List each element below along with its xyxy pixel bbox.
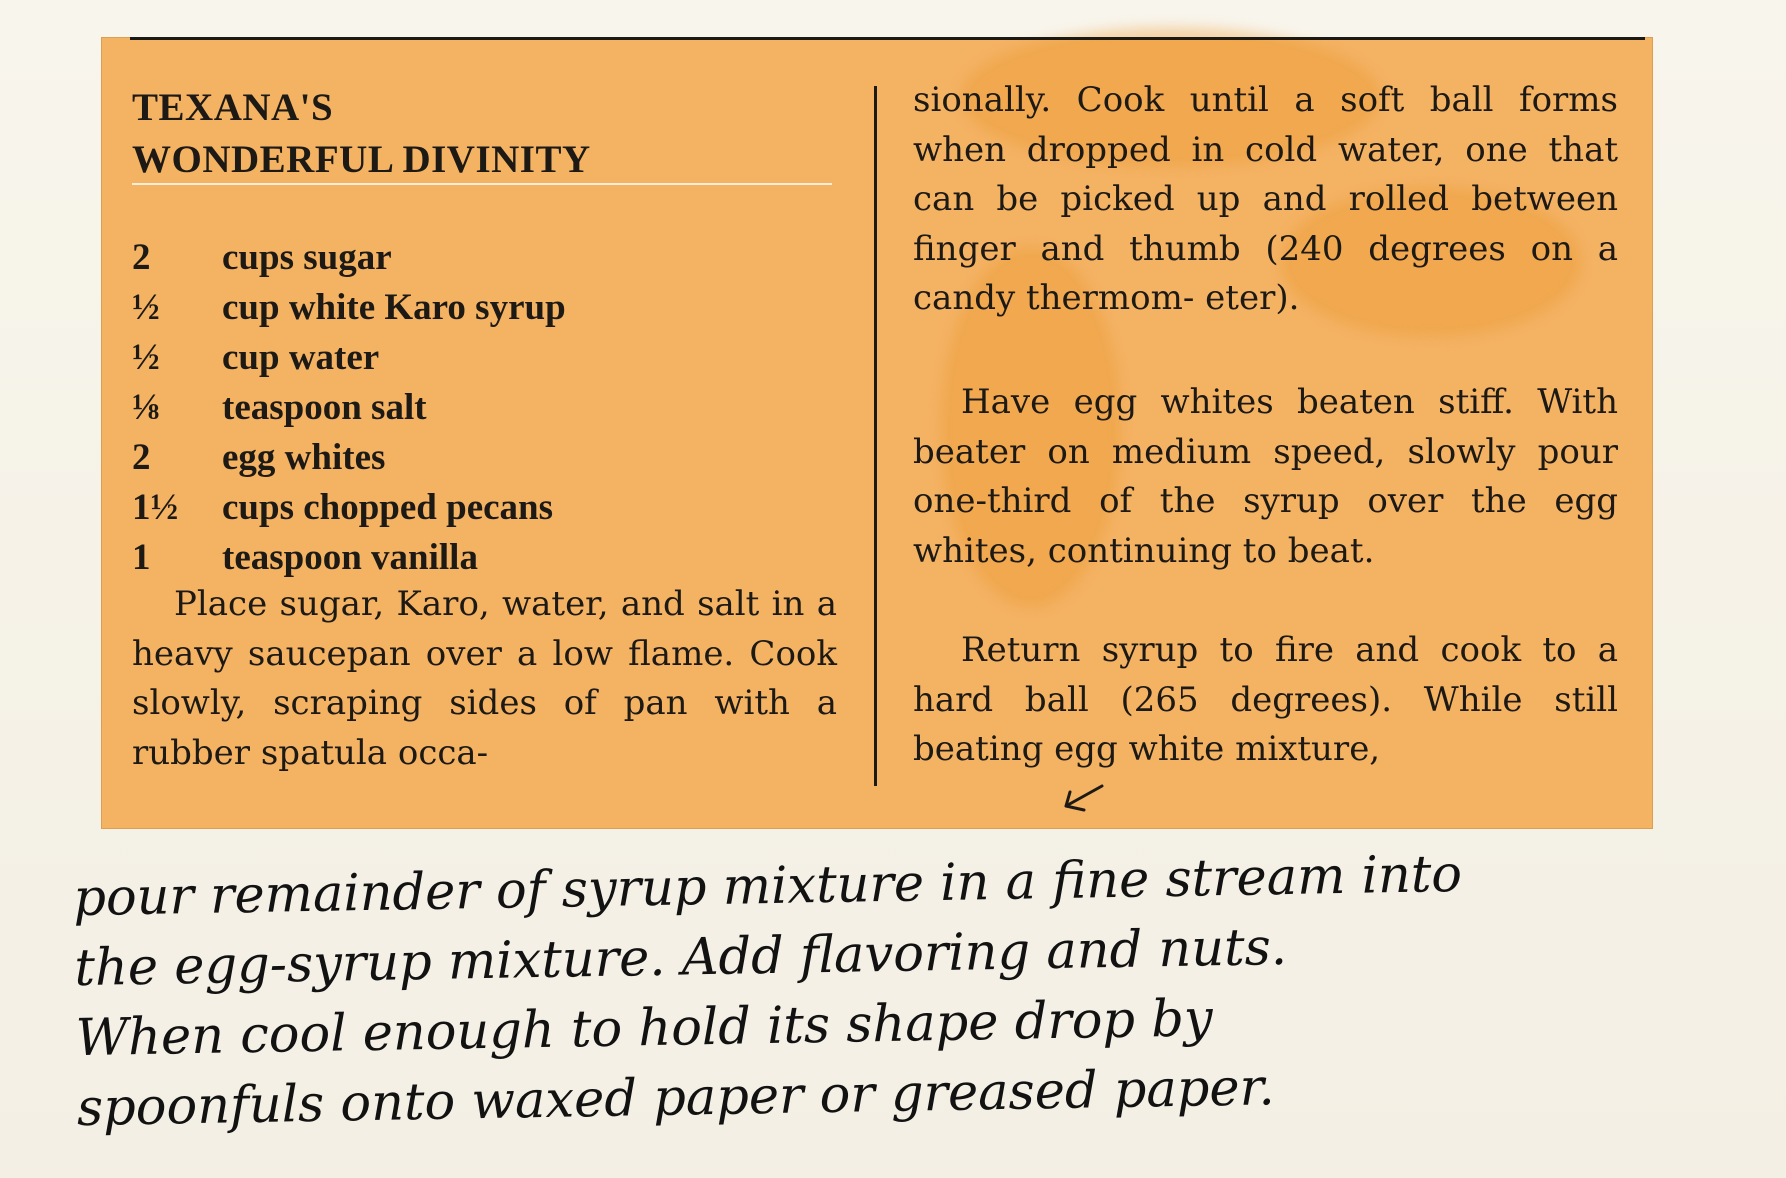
ingredient-qty: 2 [132, 437, 151, 478]
ingredient-row [132, 383, 852, 433]
ingredient-item: cups sugar [222, 237, 392, 278]
ingredient-qty: 2 [132, 237, 151, 278]
ingredient-qty: ½ [132, 287, 160, 328]
ingredient-item: cups chopped pecans [222, 487, 554, 528]
title-rule [132, 183, 832, 185]
recipe-title [132, 82, 852, 186]
ingredient-qty: ⅛ [132, 387, 160, 428]
ingredient-item: egg whites [222, 437, 386, 478]
ingredient-row [132, 333, 852, 383]
ingredient-item: cup white Karo syrup [222, 287, 566, 328]
hand-drawn-arrow-icon [1060, 782, 1106, 816]
ingredient-qty: 1½ [132, 487, 179, 528]
ingredient-row [132, 233, 852, 283]
ingredient-item: teaspoon salt [222, 387, 427, 428]
top-rule [130, 37, 1645, 40]
instructions-paragraph: Have egg whites beaten stiff. With beater on medium speed, slowly pour one-third of the syrup over the egg whites, continuing to beat. [913, 382, 1618, 571]
title-line: TEXANA'S [132, 86, 334, 129]
ingredient-row [132, 283, 852, 333]
ingredient-qty: 1 [132, 537, 151, 578]
handwritten-line: spoonfuls onto waxed paper or greased paper. [76, 1058, 1276, 1139]
title-line: WONDERFUL DIVINITY [132, 138, 591, 181]
ingredient-list [132, 233, 852, 583]
column-divider [874, 86, 877, 786]
ingredient-row [132, 433, 852, 483]
instructions-paragraph: sionally. Cook until a soft ball forms when dropped in cold water, one that can be picked up and rolled between finger and thumb (240 degrees on a candy thermom- eter). [913, 80, 1618, 318]
handwritten-line: When cool enough to hold its shape drop by [75, 989, 1214, 1069]
ingredient-item: teaspoon vanilla [222, 537, 478, 578]
ingredient-row [132, 483, 852, 533]
ingredient-row [132, 533, 852, 583]
handwritten-line: pour remainder of syrup mixture in a fine stream into [72, 844, 1463, 929]
handwritten-note [73, 836, 1698, 1144]
ingredient-qty: ½ [132, 337, 160, 378]
instructions-paragraph: Return syrup to fire and cook to a hard ball (265 degrees). While still beating egg white mixture, [913, 630, 1618, 769]
handwritten-line: the egg-syrup mixture. Add flavoring and nuts. [73, 917, 1288, 999]
ingredient-item: cup water [222, 337, 380, 378]
instructions-paragraph: Place sugar, Karo, water, and salt in a heavy saucepan over a low flame. Cook slowly, scraping sides of pan with a rubber spatula occa- [132, 584, 837, 773]
